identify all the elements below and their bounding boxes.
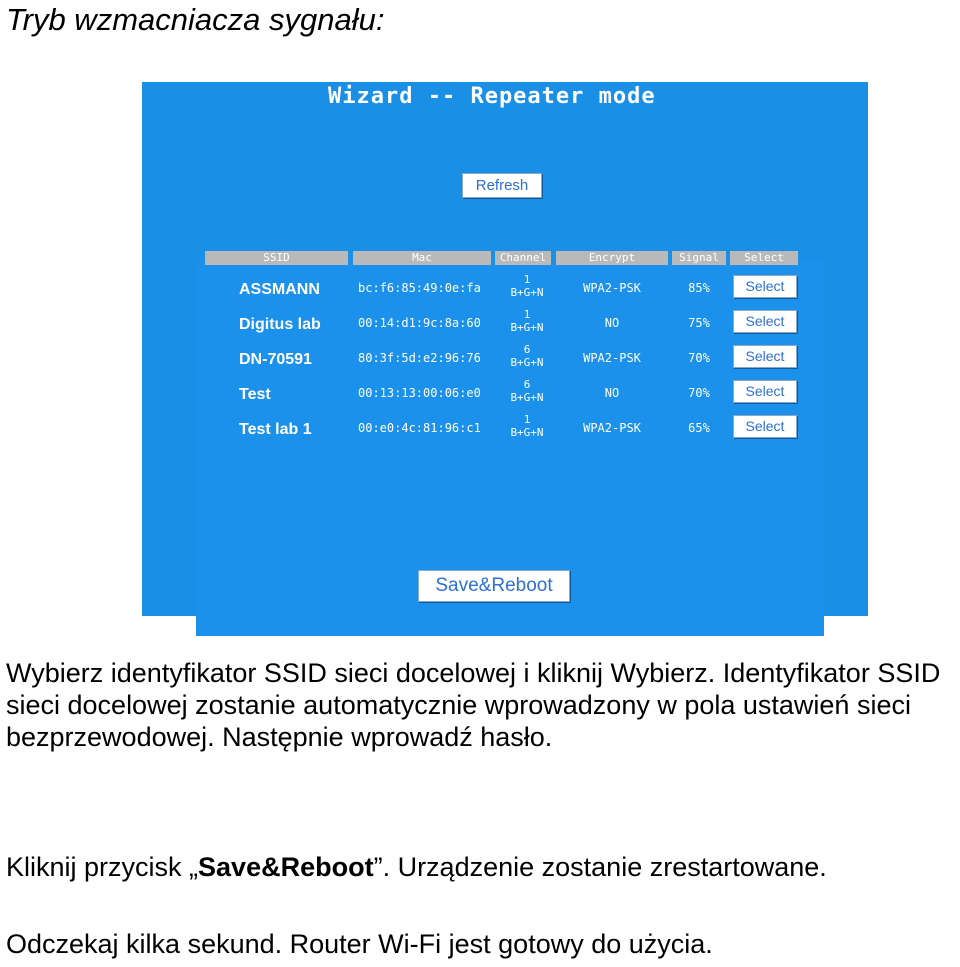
signal-cell: 65%	[688, 421, 710, 435]
table-row	[142, 310, 868, 345]
instruction-paragraph-1: Wybierz identyfikator SSID sieci docelowej i kliknij Wybierz. Identyfikator SSID sieci docelowej zostanie automatycznie wprowadzony w pola ustawień sieci bezprzewodowej. Następnie wprowadź hasło.	[6, 658, 941, 752]
repeater-wizard-panel	[142, 82, 868, 616]
encrypt-cell: NO	[604, 316, 620, 330]
column-header-signal: Signal	[672, 251, 726, 265]
channel-cell: 6 B+G+N	[510, 343, 544, 369]
instruction-paragraph-3: Odczekaj kilka sekund. Router Wi-Fi jest gotowy do użycia.	[6, 929, 713, 959]
table-row	[142, 345, 868, 380]
ssid-cell: ASSMANN	[239, 281, 320, 298]
ssid-cell: Test	[239, 386, 271, 403]
ssid-cell: Digitus lab	[239, 316, 321, 333]
table-row	[142, 275, 868, 310]
save-reboot-emphasis: Save&Reboot	[198, 852, 374, 882]
column-header-mac: Mac	[353, 251, 491, 265]
channel-cell: 1 B+G+N	[510, 273, 544, 299]
mac-cell: 80:3f:5d:e2:96:76	[358, 351, 481, 365]
encrypt-cell: WPA2-PSK	[583, 421, 641, 435]
signal-cell: 85%	[688, 281, 710, 295]
table-row	[142, 380, 868, 415]
channel-cell: 1 B+G+N	[510, 308, 544, 334]
ssid-cell: Test lab 1	[239, 421, 312, 438]
select-button[interactable]: Select	[733, 380, 797, 403]
channel-cell: 6 B+G+N	[510, 378, 544, 404]
column-header-encrypt: Encrypt	[556, 251, 668, 265]
signal-cell: 75%	[688, 316, 710, 330]
ssid-cell: DN-70591	[239, 351, 312, 368]
page-heading: Tryb wzmacniacza sygnału:	[6, 2, 385, 37]
column-header-ssid: SSID	[205, 251, 348, 265]
mac-cell: bc:f6:85:49:0e:fa	[358, 281, 481, 295]
column-header-select: Select	[730, 251, 798, 265]
encrypt-cell: WPA2-PSK	[583, 281, 641, 295]
encrypt-cell: WPA2-PSK	[583, 351, 641, 365]
select-button[interactable]: Select	[733, 345, 797, 368]
select-button[interactable]: Select	[733, 310, 797, 333]
mac-cell: 00:14:d1:9c:8a:60	[358, 316, 481, 330]
save-reboot-button[interactable]: Save&Reboot	[418, 570, 570, 602]
wizard-title: Wizard -- Repeater mode	[328, 84, 656, 109]
signal-cell: 70%	[688, 386, 710, 400]
mac-cell: 00:e0:4c:81:96:c1	[358, 421, 481, 435]
channel-cell: 1 B+G+N	[510, 413, 544, 439]
select-button[interactable]: Select	[733, 275, 797, 298]
mac-cell: 00:13:13:00:06:e0	[358, 386, 481, 400]
select-button[interactable]: Select	[733, 415, 797, 438]
refresh-button[interactable]: Refresh	[462, 173, 542, 198]
instruction-paragraph-2: Kliknij przycisk „Save&Reboot”. Urządzenie zostanie zrestartowane.	[6, 852, 827, 882]
encrypt-cell: NO	[604, 386, 620, 400]
column-header-channel: Channel	[495, 251, 551, 265]
table-row	[142, 415, 868, 450]
signal-cell: 70%	[688, 351, 710, 365]
